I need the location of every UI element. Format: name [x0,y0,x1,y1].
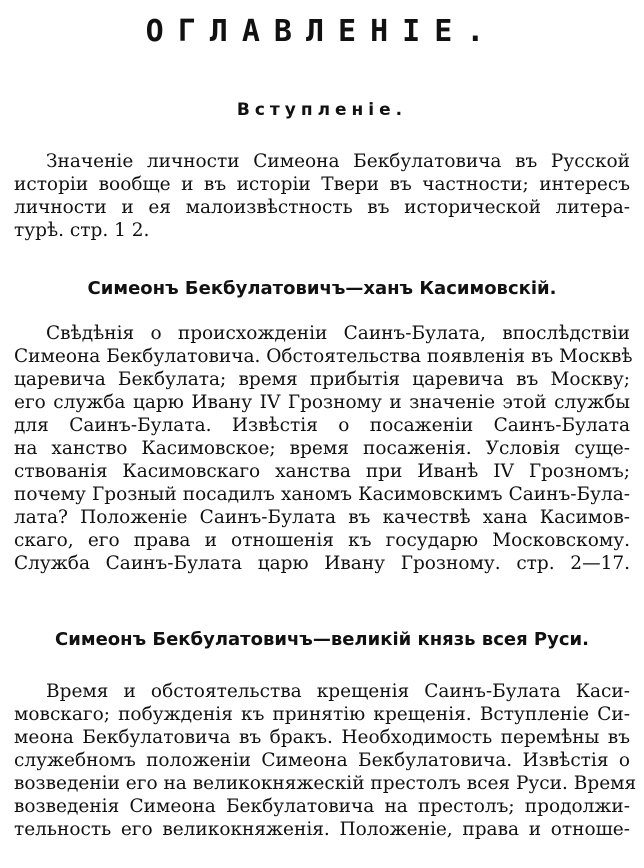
text-line: Свѣдѣнія о происхожденіи Саинъ-Булата, впослѣдствіи [46,323,630,344]
section-paragraph-kasimov-khan [14,322,633,575]
section-paragraph-introduction [14,150,630,242]
text-line: на ханство Касимовское; время посаженія. Условія суще- [14,438,630,459]
text-line: исторіи вообще и въ исторіи Твери въ частности; интересъ [14,174,630,195]
text-line: почему Грозный посадилъ ханомъ Касимовскимъ Саинъ-Була- [14,484,630,505]
text-line: скаго, его права и отношенія къ государю Московскому. [14,530,630,551]
text-line: меона Бекбулатовича въ бракъ. Необходимость перемѣны въ [14,727,630,748]
text-line: тельность его великокняженія. Положеніе, права и отноше- [14,819,630,840]
text-line: царевича Бекбулата; время прибытія царевича въ Москву; [14,369,630,390]
text-line-content: турѣ. стр. 1 2. [14,220,150,241]
text-line: для Саинъ-Булата. Извѣстія о посаженіи Саинъ-Булата [14,415,630,436]
section-heading-kasimov-khan: Симеонъ Бекбулатовичъ—ханъ Касимовскій. [87,278,557,299]
page-title: ОГЛАВЛЕНІЕ. [145,14,499,49]
text-line: ствованія Касимовскаго ханства при Иванѣ IV Грозномъ; [14,461,630,482]
text-line: возведенія Симеона Бекбулатовича на престолъ; продолжи- [14,796,630,817]
text-line: лата? Положеніе Саинъ-Булата въ качествѣ хана Касимов- [14,507,630,528]
text-line: личности и ея малоизвѣстность въ исторической литера- [14,197,630,218]
text-line: служебномъ положеніи Симеона Бекбулатовича. Извѣстія о [14,750,630,771]
section-heading-grand-prince: Симеонъ Бекбулатовичъ—великій князь всея Руси. [55,629,589,650]
text-line: Время и обстоятельства крещенія Саинъ-Булата Каси- [46,681,630,702]
section-paragraph-grand-prince [14,680,637,841]
text-line: мовскаго; побужденія къ принятію крещенія. Вступленіе Си- [14,704,630,725]
text-line: возведеніи его на великокняжескій престолъ всея Руси. Время [14,773,637,794]
text-line: его служба царю Ивану IV Грозному и значеніе этой службы [14,392,630,413]
text-line: Симеона Бекбулатовича. Обстоятельства появленія въ Москвѣ [14,346,633,367]
text-line-with-page-ref [14,219,630,242]
text-line-with-page-ref: Служба Саинъ-Булата царю Ивану Грозному. стр. 2—17. [14,553,630,574]
section-heading-introduction: Вступленіе. [236,100,408,120]
text-line: Значеніе личности Симеона Бекбулатовича въ Русской [46,151,630,172]
